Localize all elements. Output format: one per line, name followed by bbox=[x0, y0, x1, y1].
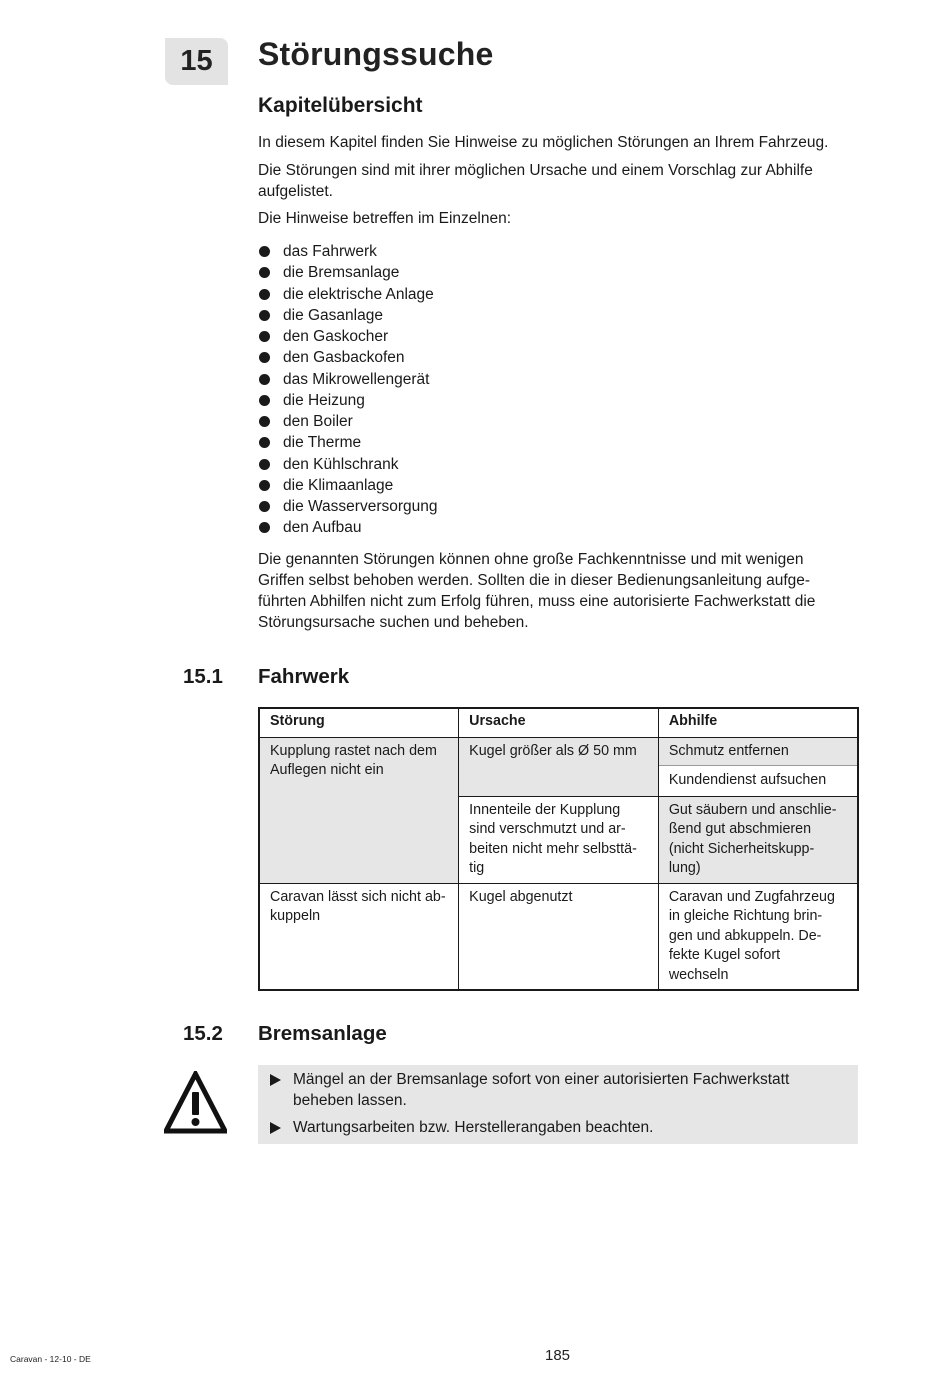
warning-triangle-icon bbox=[164, 1071, 227, 1134]
table-row bbox=[259, 737, 858, 766]
section-title: Bremsanlage bbox=[258, 1022, 387, 1045]
table-cell-remedy: Caravan und Zugfahrzeug in gleiche Richtung brin- gen und abkuppeln. De- fekte Kugel sofort wechseln bbox=[658, 883, 858, 990]
table-cell-remedy: Schmutz entfernen bbox=[658, 737, 858, 766]
table-cell-cause: Innenteile der Kupplung sind verschmutzt und ar- beiten nicht mehr selbsttä- tig bbox=[459, 796, 659, 883]
overview-heading: Kapitelübersicht bbox=[258, 94, 423, 117]
text-line: führten Abhilfen nicht zum Erfolg führen, muss eine autorisierte Fachwerkstatt die bbox=[258, 593, 816, 610]
bullet-icon bbox=[259, 501, 270, 512]
arrow-right-icon bbox=[270, 1122, 281, 1134]
warning-item: Wartungsarbeiten bzw. Herstellerangaben beachten. bbox=[270, 1117, 653, 1138]
table-cell-remedy: Gut säubern und anschlie- ßend gut abschmieren (nicht Sicherheitskupp- lung) bbox=[658, 796, 858, 883]
page-number: 185 bbox=[545, 1347, 571, 1364]
overview-paragraph-1: In diesem Kapitel finden Sie Hinweise zu möglichen Störungen an Ihrem Fahrzeug. bbox=[258, 134, 829, 151]
list-item: das Fahrwerk bbox=[258, 241, 438, 262]
bullet-icon bbox=[259, 459, 270, 470]
bullet-icon bbox=[259, 267, 270, 278]
warning-box bbox=[258, 1065, 858, 1144]
bullet-icon bbox=[259, 331, 270, 342]
bullet-icon bbox=[259, 437, 270, 448]
bullet-icon bbox=[259, 395, 270, 406]
section-number: 15.2 bbox=[183, 1022, 223, 1045]
chapter-title: Störungssuche bbox=[258, 36, 494, 72]
list-item: die Therme bbox=[258, 432, 438, 453]
topic-list bbox=[258, 241, 438, 539]
section-number: 15.1 bbox=[183, 665, 223, 688]
list-item: die Gasanlage bbox=[258, 305, 438, 326]
table-cell-cause: Kugel größer als Ø 50 mm bbox=[459, 737, 659, 796]
bullet-icon bbox=[259, 374, 270, 385]
footer-document-id: Caravan - 12-10 - DE bbox=[10, 1354, 91, 1364]
text-line: Griffen selbst behoben werden. Sollten die in dieser Bedienungsanleitung aufge- bbox=[258, 572, 811, 589]
fault-table bbox=[258, 707, 859, 991]
overview-paragraph-2: Die Störungen sind mit ihrer möglichen Ursache und einem Vorschlag zur Abhilfe aufgelistet. bbox=[258, 162, 813, 200]
section-title: Fahrwerk bbox=[258, 665, 350, 688]
column-header: Störung bbox=[259, 708, 459, 737]
text-line: Störungsursache suchen und beheben. bbox=[258, 614, 529, 631]
list-item: den Gasbackofen bbox=[258, 347, 438, 368]
list-item: die Klimaanlage bbox=[258, 475, 438, 496]
bullet-icon bbox=[259, 416, 270, 427]
column-header: Abhilfe bbox=[658, 708, 858, 737]
bullet-icon bbox=[259, 310, 270, 321]
list-item: die Heizung bbox=[258, 390, 438, 411]
list-item: die Wasserversorgung bbox=[258, 496, 438, 517]
overview-paragraph-3: Die Hinweise betreffen im Einzelnen: bbox=[258, 210, 512, 227]
bullet-icon bbox=[259, 522, 270, 533]
table-cell-cause: Kugel abgenutzt bbox=[459, 883, 659, 990]
arrow-right-icon bbox=[270, 1074, 281, 1086]
column-header: Ursache bbox=[459, 708, 659, 737]
list-item: den Kühlschrank bbox=[258, 454, 438, 475]
bullet-icon bbox=[259, 246, 270, 257]
overview-closing-paragraph bbox=[258, 549, 868, 633]
warning-item: Mängel an der Bremsanlage sofort von einer autorisierten Fachwerkstatt beheben lassen. bbox=[270, 1069, 789, 1111]
text-line: Die genannten Störungen können ohne große Fachkenntnisse und mit wenigen bbox=[258, 551, 804, 568]
bullet-icon bbox=[259, 352, 270, 363]
bullet-icon bbox=[259, 480, 270, 491]
list-item: den Boiler bbox=[258, 411, 438, 432]
list-item: den Gaskocher bbox=[258, 326, 438, 347]
list-item: den Aufbau bbox=[258, 517, 438, 538]
chapter-number: 15 bbox=[180, 45, 213, 77]
table-header-row bbox=[259, 708, 858, 737]
table-cell-fault: Kupplung rastet nach dem Auflegen nicht ein bbox=[259, 737, 459, 883]
table-row bbox=[259, 883, 858, 990]
bullet-icon bbox=[259, 289, 270, 300]
table-cell-remedy: Kundendienst aufsuchen bbox=[658, 766, 858, 797]
list-item: das Mikrowellengerät bbox=[258, 369, 438, 390]
list-item: die Bremsanlage bbox=[258, 262, 438, 283]
list-item: die elektrische Anlage bbox=[258, 284, 438, 305]
chapter-number-tab bbox=[165, 38, 228, 85]
table-cell-fault: Caravan lässt sich nicht ab- kuppeln bbox=[259, 883, 459, 990]
